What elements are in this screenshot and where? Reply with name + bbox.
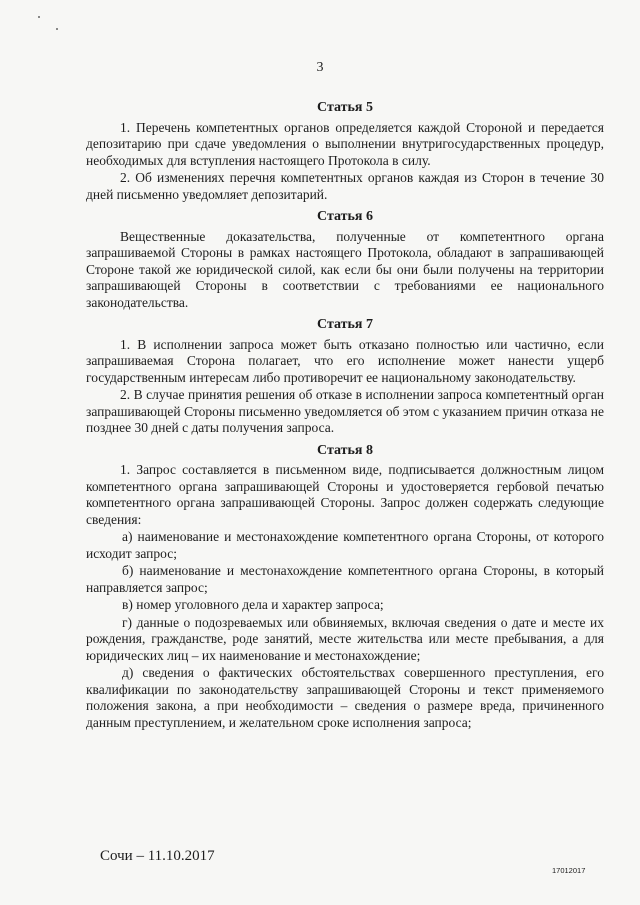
list-item: д) сведения о фактических обстоятельствах совершенного преступления, его квалификации по законодательству запрашивающей Стороны и текст применяемого положения закона, а при необходимости – сведения о размере вреда, причиненного данным преступлением, и желательном сроке исполнения запроса;	[86, 665, 604, 730]
article-5	[86, 100, 604, 203]
article-paragraph: 1. В исполнении запроса может быть отказано полностью или частично, если запрашиваемая Сторона полагает, что его исполнение может нанести ущерб государственным интересам либо противоречит ее национальному законодательству.	[86, 336, 604, 385]
article-paragraph: 2. В случае принятия решения об отказе в исполнении запроса компетентный орган запрашивающей Стороны письменно уведомляется об этом с указанием причин отказа не позднее 30 дней с даты получения запроса.	[86, 387, 604, 435]
scan-speck	[56, 28, 58, 30]
scan-speck	[38, 16, 40, 18]
article-heading: Статья 5	[317, 100, 373, 115]
article-paragraph: 1. Перечень компетентных органов определяется каждой Стороной и передается депозитарию при сдаче уведомления о выполнении внутригосударственных процедур, необходимых для вступления настоящего Протокола в силу.	[86, 119, 604, 168]
article-7	[86, 317, 604, 437]
list-item: а) наименование и местонахождение компетентного органа Стороны, от которого исходит запрос;	[86, 529, 604, 561]
footer-doc-code: 17012017	[552, 866, 586, 875]
document-body	[86, 94, 604, 732]
footer-place-date: Сочи – 11.10.2017	[100, 848, 215, 864]
article-paragraph: 2. Об изменениях перечня компетентных органов каждая из Сторон в течение 30 дней письменно уведомляет депозитарий.	[86, 170, 604, 202]
list-item: г) данные о подозреваемых или обвиняемых, включая сведения о дате и месте их рождения, гражданстве, роде занятий, месте жительства или месте пребывания, а для юридических лиц – их наименование и местонахождение;	[86, 614, 604, 663]
article-paragraph: 1. Запрос составляется в письменном виде, подписывается должностным лицом компетентного органа запрашивающей Стороны и удостоверяется гербовой печатью компетентного органа запрашивающей Стороны. Запрос должен содержать следующие сведения:	[86, 462, 604, 527]
page-number: 3	[316, 60, 324, 75]
article-heading: Статья 6	[317, 209, 373, 224]
article-heading: Статья 8	[317, 442, 373, 458]
article-8	[86, 443, 604, 732]
article-heading: Статья 7	[317, 317, 373, 332]
list-item: б) наименование и местонахождение компетентного органа Стороны, в который направляется запрос;	[86, 563, 604, 595]
list-item: в) номер уголовного дела и характер запроса;	[122, 597, 384, 612]
article-paragraph: Вещественные доказательства, полученные от компетентного органа запрашиваемой Стороны в рамках настоящего Протокола, обладают в запрашивающей Стороне такой же юридической силой, как если бы они были получены на территории запрашивающей Стороны в соответствии с требованиями ее национального законодательства.	[86, 228, 604, 310]
article-6	[86, 209, 604, 311]
